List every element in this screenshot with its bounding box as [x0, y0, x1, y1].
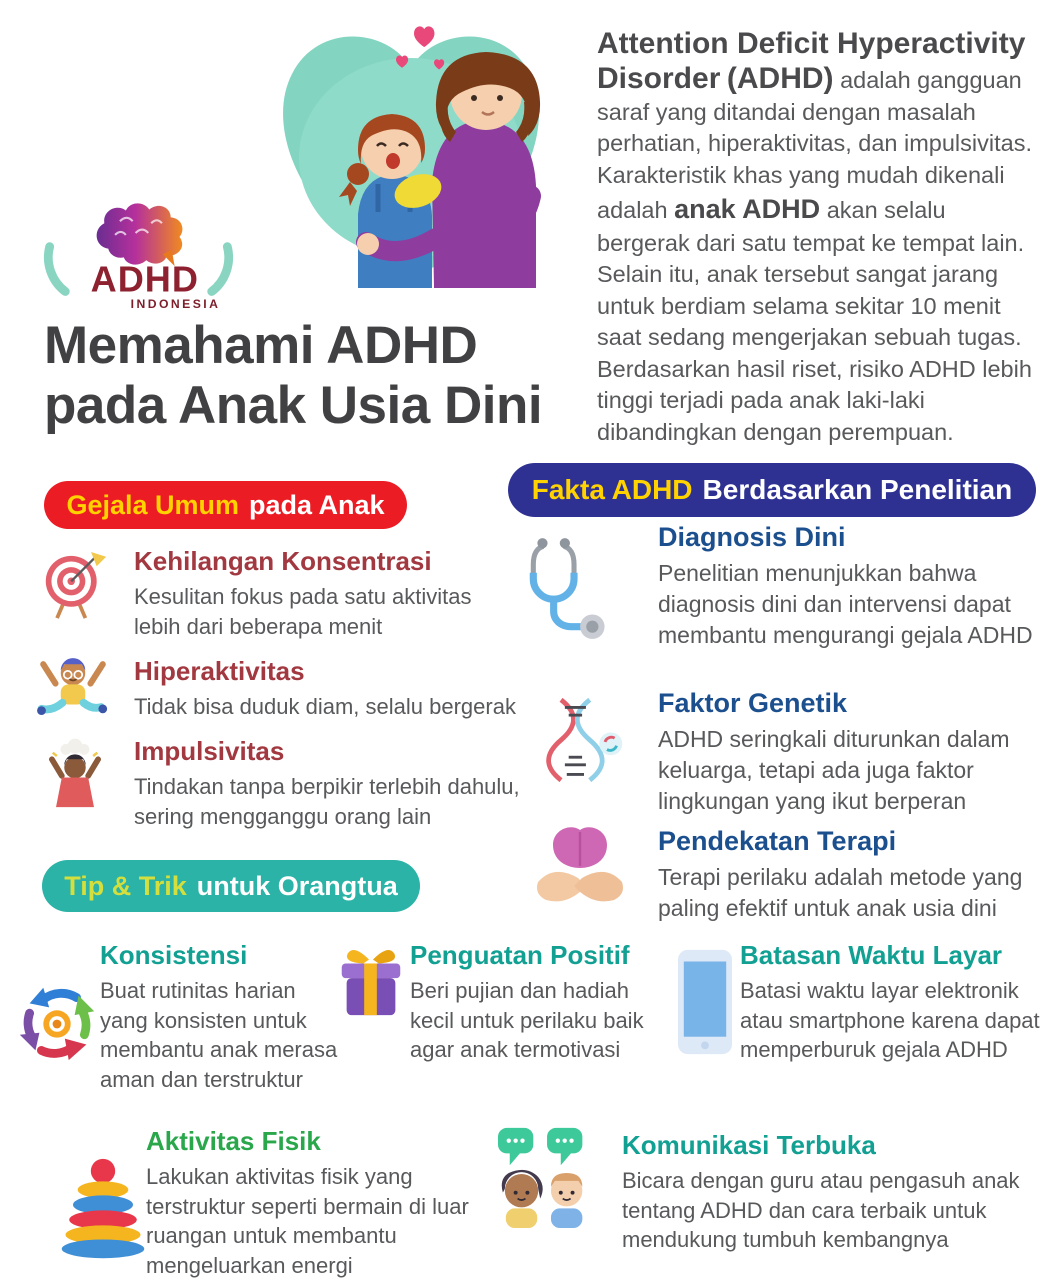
tip-body: Bicara dengan guru atau pengasuh anak tentang ADHD dan cara terbaik untuk mendukung tumbuh kembangnya [622, 1168, 1020, 1253]
talking-children-icon [492, 1124, 606, 1228]
tip-komunikasi-text [622, 1130, 1040, 1255]
cycle-arrows-icon [12, 978, 102, 1068]
hyperactive-child-icon [36, 652, 110, 722]
tip-body: Batasi waktu layar elektronik atau smartphone karena dapat memperburuk gejala ADHD [740, 978, 1040, 1063]
gejala-item-body: Tidak bisa duduk diam, selalu bergerak [134, 694, 516, 719]
page-title [44, 316, 542, 437]
gejala-item-body: Kesulitan fokus pada satu aktivitas lebih dari beberapa menit [134, 584, 472, 639]
tip-konsistensi-text [100, 940, 345, 1095]
tip-batasan-layar [676, 948, 734, 1056]
gejala-item-title: Kehilangan Konsentrasi [134, 546, 432, 576]
impulsive-child-icon [42, 736, 108, 809]
tip-aktivitas-fisik-text [146, 1126, 491, 1280]
page-title-line1: Memahami ADHD [44, 316, 478, 375]
gejala-header-highlight: Gejala Umum [66, 489, 239, 520]
mother-child-illustration [246, 6, 576, 298]
fakta-item-genetik [540, 694, 628, 786]
tips-header-highlight: Tip & Trik [64, 870, 187, 901]
gejala-item-body: Tindakan tanpa berpikir terlebih dahulu, sering mengganggu orang lain [134, 774, 520, 829]
tips-section-header [42, 860, 420, 912]
fakta-item-body: Terapi perilaku adalah metode yang paling efektif untuk anak usia dini [658, 864, 1023, 922]
fakta-item-terapi [530, 820, 630, 912]
stacking-toy-icon [56, 1156, 150, 1261]
page-title-line2: pada Anak Usia Dini [44, 376, 543, 436]
gejala-item-title: Impulsivitas [134, 736, 285, 766]
fakta-item-diagnosis-text [658, 522, 1033, 651]
tips-header-rest: untuk Orangtua [196, 870, 398, 901]
gejala-item-title: Hiperaktivitas [134, 656, 305, 686]
intro-body-1: adalah gangguan saraf yang ditandai dengan masalah perhatian, hiperaktivitas, dan impulsivitas. Karakteristik khas yang mudah dikenali adalah [597, 67, 1032, 224]
tip-title: Aktivitas Fisik [146, 1126, 321, 1156]
gejala-item-impulsivitas [42, 736, 108, 809]
fakta-item-body: ADHD seringkali diturunkan dalam keluarga, tetapi ada juga faktor lingkungan yang ikut berperan [658, 726, 1010, 815]
gejala-section-header [44, 481, 407, 529]
brain-logo-icon [36, 190, 241, 313]
fakta-item-title: Pendekatan Terapi [658, 826, 897, 856]
tip-body: Beri pujian dan hadiah kecil untuk perilaku baik agar anak termotivasi [410, 978, 644, 1063]
tip-title: Konsistensi [100, 940, 248, 970]
dna-icon [540, 694, 628, 786]
fakta-header-rest: Berdasarkan Penelitian [702, 474, 1013, 505]
intro-paragraph [597, 26, 1033, 448]
fakta-header-highlight: Fakta ADHD [531, 474, 693, 505]
logo-adhd-text: ADHD [90, 258, 199, 300]
fakta-item-title: Diagnosis Dini [658, 522, 846, 552]
mother-hugging-child-icon [246, 6, 576, 298]
tip-body: Buat rutinitas harian yang konsisten untuk membantu anak merasa aman dan terstruktur [100, 978, 338, 1093]
adhd-indonesia-logo [36, 190, 241, 313]
intro-heading: Attention Deficit Hyperactivity Disorder [597, 27, 1026, 96]
gejala-item-hiperaktivitas [36, 652, 110, 722]
gejala-item-impulsivitas-text [134, 736, 534, 831]
gejala-header-rest: pada Anak [249, 489, 385, 520]
gejala-item-konsentrasi-text [134, 546, 504, 641]
logo-indonesia-text: INDONESIA [130, 297, 221, 312]
fakta-item-genetik-text [658, 688, 1038, 817]
tip-penguatan-text [410, 940, 668, 1065]
intro-heading-adhd: (ADHD) [726, 62, 834, 96]
gejala-item-konsentrasi [42, 550, 108, 622]
fakta-section-header [508, 463, 1036, 517]
tip-batasan-layar-text [740, 940, 1040, 1065]
tip-aktivitas-fisik [56, 1156, 150, 1261]
tip-title: Batasan Waktu Layar [740, 940, 1003, 970]
intro-body-2: akan selalu bergerak dari satu tempat ke tempat lain. Selain itu, anak tersebut sangat jarang untuk berdiam selama sekitar 10 menit saat sedang mengerjakan sebuah tugas. Berdasarkan hasil riset, risiko ADHD lebih tinggi terjadi pada anak laki-laki dibandingkan dengan perempuan. [597, 197, 1032, 445]
tip-title: Komunikasi Terbuka [622, 1130, 876, 1160]
gift-icon [332, 942, 410, 1022]
tip-komunikasi [492, 1124, 606, 1228]
tip-body: Lakukan aktivitas fisik yang terstruktur seperti bermain di luar ruangan untuk membantu mengeluarkan energi [146, 1164, 469, 1279]
stethoscope-icon [522, 530, 624, 644]
gejala-item-hiperaktivitas-text [134, 656, 534, 722]
brain-hands-icon [530, 820, 630, 912]
tip-title: Penguatan Positif [410, 940, 630, 970]
target-icon [42, 550, 108, 622]
smartphone-icon [676, 948, 734, 1056]
fakta-item-diagnosis [522, 530, 624, 644]
fakta-item-body: Penelitian menunjukkan bahwa diagnosis dini dan intervensi dapat membantu mengurangi gejala ADHD [658, 560, 1033, 649]
tip-penguatan [332, 942, 410, 1022]
tip-konsistensi [12, 978, 102, 1068]
intro-body-bold: anak ADHD [674, 194, 821, 225]
fakta-item-terapi-text [658, 826, 1038, 924]
fakta-item-title: Faktor Genetik [658, 688, 848, 718]
